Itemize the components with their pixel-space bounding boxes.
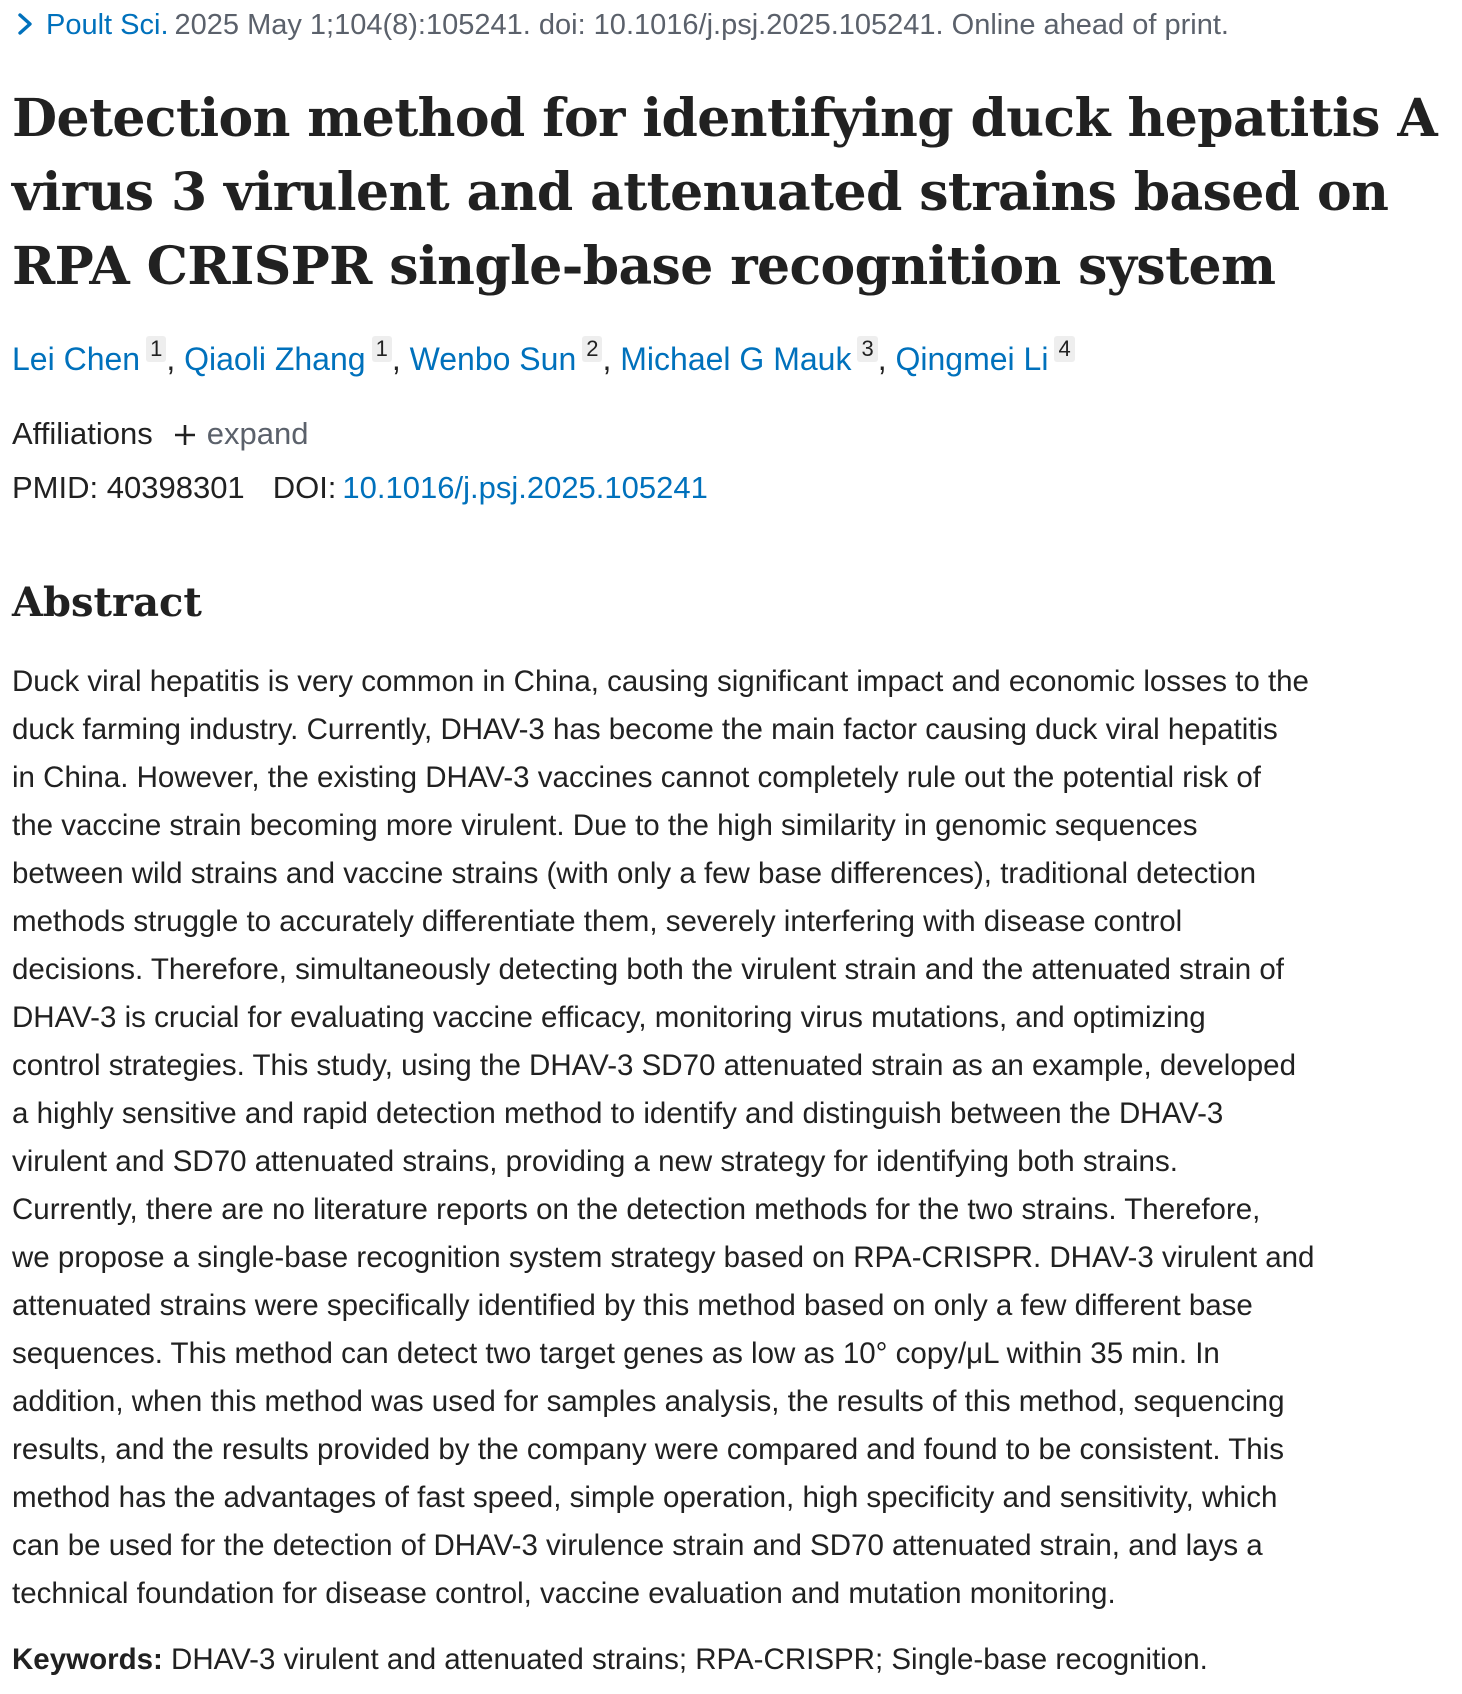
journal-link[interactable]: Poult Sci.: [46, 9, 169, 41]
abstract-text: [12, 658, 1452, 1618]
abstract-line: technical foundation for disease control, vaccine evaluation and mutation monitoring.: [12, 1577, 1116, 1610]
pmid-value: 40398301: [106, 470, 245, 505]
author-link[interactable]: Wenbo Sun: [409, 341, 577, 377]
keywords-label: Keywords:: [12, 1643, 163, 1676]
affiliation-number[interactable]: 1: [146, 336, 166, 362]
abstract-line: duck farming industry. Currently, DHAV-3 has become the main factor causing duck viral hepatitis: [12, 713, 1278, 746]
affiliations-expand-button[interactable]: [173, 416, 309, 451]
abstract-line: Currently, there are no literature reports on the detection methods for the two strains. Therefore,: [12, 1193, 1261, 1226]
abstract-line: attenuated strains were specifically identified by this method based on only a few different base: [12, 1289, 1253, 1322]
citation-line: [12, 7, 1229, 43]
abstract-line: addition, when this method was used for samples analysis, the results of this method, sequencing: [12, 1385, 1285, 1418]
author-link[interactable]: Qingmei Li: [895, 341, 1049, 377]
abstract-line: in China. However, the existing DHAV-3 vaccines cannot completely rule out the potential risk of: [12, 761, 1261, 794]
abstract-line: the vaccine strain becoming more virulent. Due to the high similarity in genomic sequences: [12, 809, 1198, 842]
abstract-line: Duck viral hepatitis is very common in China, causing significant impact and economic losses to the: [12, 665, 1309, 698]
expand-label: expand: [206, 416, 309, 451]
affiliation-number[interactable]: 4: [1054, 336, 1074, 362]
abstract-line: sequences. This method can detect two target genes as low as 10° copy/μL within 35 min. In: [12, 1337, 1220, 1370]
keywords-row: [12, 1640, 1208, 1680]
abstract-heading: Abstract: [12, 579, 202, 626]
abstract-line: decisions. Therefore, simultaneously detecting both the virulent strain and the attenuated strain of: [12, 953, 1285, 986]
abstract-line: methods struggle to accurately differentiate them, severely interfering with disease control: [12, 905, 1183, 938]
abstract-line: between wild strains and vaccine strains (with only a few base differences), traditional detection: [12, 857, 1257, 890]
abstract-line: DHAV-3 is crucial for evaluating vaccine efficacy, monitoring virus mutations, and optimizing: [12, 1001, 1206, 1034]
citation-details: 2025 May 1;104(8):105241. doi: 10.1016/j.psj.2025.105241. Online ahead of print.: [174, 9, 1229, 41]
article-title: Detection method for identifying duck hepatitis A virus 3 virulent and attenuated strains based on RPA CRISPR single-base recognition system: [12, 88, 1438, 297]
abstract-line: virulent and SD70 attenuated strains, providing a new strategy for identifying both strains.: [12, 1145, 1178, 1178]
abstract-line: a highly sensitive and rapid detection method to identify and distinguish between the DHAV-3: [12, 1097, 1224, 1130]
pmid-label: PMID:: [12, 470, 99, 505]
abstract-line: can be used for the detection of DHAV-3 virulence strain and SD70 attenuated strain, and lays a: [12, 1529, 1263, 1562]
abstract-line: method has the advantages of fast speed, simple operation, high specificity and sensitivity, which: [12, 1481, 1278, 1514]
plus-icon: [173, 423, 197, 447]
keywords-text: DHAV-3 virulent and attenuated strains; RPA-CRISPR; Single-base recognition.: [171, 1643, 1208, 1676]
abstract-line: we propose a single-base recognition system strategy based on RPA-CRISPR. DHAV-3 virulent and: [12, 1241, 1315, 1274]
doi-label: DOI:: [272, 470, 337, 505]
affiliation-number[interactable]: 2: [582, 336, 602, 362]
author-link[interactable]: Michael G Mauk: [620, 341, 852, 377]
affiliation-number[interactable]: 3: [857, 336, 877, 362]
abstract-line: control strategies. This study, using the DHAV-3 SD70 attenuated strain as an example, developed: [12, 1049, 1296, 1082]
abstract-line: results, and the results provided by the company were compared and found to be consistent. This: [12, 1433, 1284, 1466]
identifiers-row: [12, 468, 708, 508]
affiliations-label: Affiliations: [12, 416, 153, 451]
author-link[interactable]: Qiaoli Zhang: [184, 341, 366, 377]
affiliation-number[interactable]: 1: [372, 336, 392, 362]
author-list: Lei Chen 1 , Qiaoli Zhang 1 , Wenbo Sun 2 , Michael G Mauk 3 , Qingmei Li 4: [12, 336, 1075, 379]
affiliations-row: [12, 414, 308, 454]
author-link[interactable]: Lei Chen: [12, 341, 141, 377]
doi-link[interactable]: 10.1016/j.psj.2025.105241: [342, 470, 708, 505]
chevron-right-icon[interactable]: [12, 9, 40, 39]
